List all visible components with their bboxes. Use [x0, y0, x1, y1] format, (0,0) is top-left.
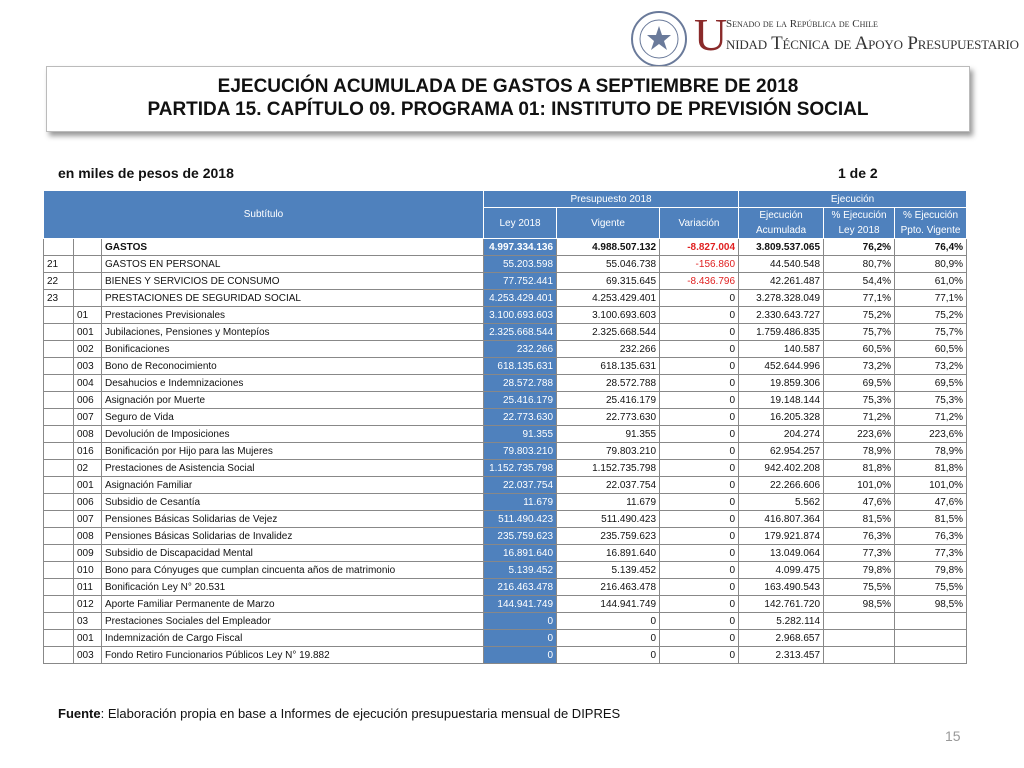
- cell-ejecucion: 5.562: [739, 494, 824, 511]
- cell-variacion: 0: [660, 341, 739, 358]
- cell-vigente: 4.253.429.401: [557, 290, 660, 307]
- table-row: [44, 545, 967, 562]
- cell-subtitulo: [44, 494, 74, 511]
- header-pct-vigente: % Ejecución Ppto. Vigente: [895, 208, 967, 239]
- cell-ejecucion: 1.759.486.835: [739, 324, 824, 341]
- cell-pct-vigente: 98,5%: [895, 596, 967, 613]
- cell-ejecucion: 3.278.328.049: [739, 290, 824, 307]
- cell-item: 008: [74, 528, 102, 545]
- cell-description: Bonificación Ley N° 20.531: [102, 579, 484, 596]
- cell-pct-vigente: 79,8%: [895, 562, 967, 579]
- logo-big-letter: U: [694, 9, 728, 60]
- cell-ejecucion: 140.587: [739, 341, 824, 358]
- cell-description: Aporte Familiar Permanente de Marzo: [102, 596, 484, 613]
- title-line-2: PARTIDA 15. CAPÍTULO 09. PROGRAMA 01: INSTITUTO DE PREVISIÓN SOCIAL: [147, 99, 869, 120]
- cell-variacion: 0: [660, 562, 739, 579]
- cell-subtitulo: [44, 511, 74, 528]
- cell-pct-vigente: 80,9%: [895, 256, 967, 273]
- cell-variacion: 0: [660, 545, 739, 562]
- source-note: Fuente: Elaboración propia en base a Informes de ejecución presupuestaria mensual de DIPRES: [58, 706, 621, 721]
- cell-description: Asignación Familiar: [102, 477, 484, 494]
- cell-ley: 3.100.693.603: [484, 307, 557, 324]
- cell-item: 001: [74, 324, 102, 341]
- cell-pct-ley: 79,8%: [824, 562, 895, 579]
- cell-pct-ley: 75,2%: [824, 307, 895, 324]
- table-row: [44, 375, 967, 392]
- cell-ejecucion: 2.313.457: [739, 647, 824, 664]
- cell-item: 006: [74, 392, 102, 409]
- cell-vigente: 55.046.738: [557, 256, 660, 273]
- cell-ley: 28.572.788: [484, 375, 557, 392]
- cell-description: Pensiones Básicas Solidarias de Vejez: [102, 511, 484, 528]
- cell-pct-vigente: 81,5%: [895, 511, 967, 528]
- cell-item: 003: [74, 358, 102, 375]
- cell-description: Bonificaciones: [102, 341, 484, 358]
- cell-pct-ley: [824, 647, 895, 664]
- table-row: [44, 409, 967, 426]
- cell-ejecucion: 942.402.208: [739, 460, 824, 477]
- cell-description: GASTOS: [102, 239, 484, 256]
- header-pct-ley: % Ejecución Ley 2018: [824, 208, 895, 239]
- cell-pct-ley: 76,2%: [824, 239, 895, 256]
- cell-description: Bonificación por Hijo para las Mujeres: [102, 443, 484, 460]
- header-subtitulo: Subtítulo: [44, 191, 484, 239]
- title-box: [46, 66, 970, 132]
- cell-item: 01: [74, 307, 102, 324]
- cell-pct-ley: 69,5%: [824, 375, 895, 392]
- cell-vigente: 1.152.735.798: [557, 460, 660, 477]
- cell-ley: 22.037.754: [484, 477, 557, 494]
- cell-description: Subsidio de Discapacidad Mental: [102, 545, 484, 562]
- budget-table: [43, 190, 967, 664]
- cell-variacion: 0: [660, 358, 739, 375]
- cell-description: Fondo Retiro Funcionarios Públicos Ley N° 19.882: [102, 647, 484, 664]
- cell-pct-vigente: 75,7%: [895, 324, 967, 341]
- table-row: [44, 324, 967, 341]
- cell-description: PRESTACIONES DE SEGURIDAD SOCIAL: [102, 290, 484, 307]
- units-label: en miles de pesos de 2018: [58, 165, 234, 181]
- cell-pct-ley: 60,5%: [824, 341, 895, 358]
- cell-ley: 216.463.478: [484, 579, 557, 596]
- cell-ley: 144.941.749: [484, 596, 557, 613]
- table-row: [44, 239, 967, 256]
- cell-ley: 79.803.210: [484, 443, 557, 460]
- cell-subtitulo: 22: [44, 273, 74, 290]
- cell-variacion: 0: [660, 307, 739, 324]
- page-indicator: 1 de 2: [838, 165, 878, 181]
- cell-ley: 91.355: [484, 426, 557, 443]
- cell-item: 009: [74, 545, 102, 562]
- cell-description: Asignación por Muerte: [102, 392, 484, 409]
- cell-variacion: 0: [660, 613, 739, 630]
- table-row: [44, 256, 967, 273]
- cell-vigente: 5.139.452: [557, 562, 660, 579]
- table-row: [44, 307, 967, 324]
- cell-variacion: 0: [660, 647, 739, 664]
- cell-pct-ley: 77,1%: [824, 290, 895, 307]
- cell-pct-ley: 81,5%: [824, 511, 895, 528]
- cell-pct-vigente: [895, 647, 967, 664]
- cell-pct-vigente: 76,4%: [895, 239, 967, 256]
- cell-pct-ley: 101,0%: [824, 477, 895, 494]
- table-row: [44, 528, 967, 545]
- header-ley: Ley 2018: [484, 208, 557, 239]
- cell-pct-vigente: 69,5%: [895, 375, 967, 392]
- cell-ejecucion: 142.761.720: [739, 596, 824, 613]
- table-row: [44, 647, 967, 664]
- cell-ejecucion: 42.261.487: [739, 273, 824, 290]
- cell-vigente: 69.315.645: [557, 273, 660, 290]
- cell-ley: 55.203.598: [484, 256, 557, 273]
- cell-variacion: 0: [660, 392, 739, 409]
- header-presupuesto: Presupuesto 2018: [484, 191, 739, 208]
- cell-ley: 232.266: [484, 341, 557, 358]
- cell-variacion: 0: [660, 409, 739, 426]
- table-row: [44, 443, 967, 460]
- cell-subtitulo: [44, 341, 74, 358]
- cell-subtitulo: 21: [44, 256, 74, 273]
- logo-line-2: nidad Técnica de Apoyo Presupuestario: [726, 33, 1019, 54]
- cell-pct-ley: 80,7%: [824, 256, 895, 273]
- cell-vigente: 511.490.423: [557, 511, 660, 528]
- cell-description: Prestaciones Sociales del Empleador: [102, 613, 484, 630]
- cell-pct-ley: 54,4%: [824, 273, 895, 290]
- cell-description: Devolución de Imposiciones: [102, 426, 484, 443]
- cell-subtitulo: [44, 596, 74, 613]
- cell-variacion: 0: [660, 596, 739, 613]
- cell-vigente: 28.572.788: [557, 375, 660, 392]
- cell-item: 012: [74, 596, 102, 613]
- header-vigente: Vigente: [557, 208, 660, 239]
- cell-ejecucion: 179.921.874: [739, 528, 824, 545]
- cell-ley: 16.891.640: [484, 545, 557, 562]
- cell-ley: 5.139.452: [484, 562, 557, 579]
- cell-pct-ley: [824, 630, 895, 647]
- cell-subtitulo: [44, 239, 74, 256]
- table-row: [44, 358, 967, 375]
- cell-ley: 235.759.623: [484, 528, 557, 545]
- cell-vigente: 25.416.179: [557, 392, 660, 409]
- cell-pct-ley: 75,3%: [824, 392, 895, 409]
- cell-item: 03: [74, 613, 102, 630]
- cell-pct-vigente: 223,6%: [895, 426, 967, 443]
- cell-description: Bono para Cónyuges que cumplan cincuenta años de matrimonio: [102, 562, 484, 579]
- cell-item: 001: [74, 630, 102, 647]
- cell-subtitulo: [44, 477, 74, 494]
- cell-subtitulo: [44, 307, 74, 324]
- table-row: [44, 494, 967, 511]
- table-row: [44, 630, 967, 647]
- cell-variacion: 0: [660, 375, 739, 392]
- cell-vigente: 0: [557, 630, 660, 647]
- cell-pct-ley: 71,2%: [824, 409, 895, 426]
- cell-ejecucion: 2.968.657: [739, 630, 824, 647]
- cell-item: 006: [74, 494, 102, 511]
- cell-subtitulo: [44, 579, 74, 596]
- cell-item: 008: [74, 426, 102, 443]
- cell-ley: 0: [484, 613, 557, 630]
- cell-ejecucion: 2.330.643.727: [739, 307, 824, 324]
- cell-description: BIENES Y SERVICIOS DE CONSUMO: [102, 273, 484, 290]
- cell-subtitulo: [44, 324, 74, 341]
- cell-pct-ley: 47,6%: [824, 494, 895, 511]
- cell-vigente: 11.679: [557, 494, 660, 511]
- cell-ejecucion: 204.274: [739, 426, 824, 443]
- cell-ley: 0: [484, 647, 557, 664]
- table-row: [44, 596, 967, 613]
- cell-variacion: 0: [660, 443, 739, 460]
- cell-item: 007: [74, 409, 102, 426]
- senate-seal-icon: [630, 10, 688, 68]
- cell-pct-vigente: 71,2%: [895, 409, 967, 426]
- cell-variacion: -8.436.796: [660, 273, 739, 290]
- cell-pct-ley: 78,9%: [824, 443, 895, 460]
- cell-vigente: 2.325.668.544: [557, 324, 660, 341]
- cell-variacion: 0: [660, 579, 739, 596]
- table-row: [44, 613, 967, 630]
- cell-item: [74, 290, 102, 307]
- cell-pct-ley: 75,5%: [824, 579, 895, 596]
- table-row: [44, 511, 967, 528]
- cell-vigente: 4.988.507.132: [557, 239, 660, 256]
- table-row: [44, 562, 967, 579]
- cell-description: Subsidio de Cesantía: [102, 494, 484, 511]
- cell-ejecucion: 4.099.475: [739, 562, 824, 579]
- cell-description: Jubilaciones, Pensiones y Montepíos: [102, 324, 484, 341]
- cell-pct-vigente: [895, 613, 967, 630]
- cell-vigente: 0: [557, 647, 660, 664]
- cell-pct-ley: 77,3%: [824, 545, 895, 562]
- cell-ejecucion: 62.954.257: [739, 443, 824, 460]
- cell-ley: 0: [484, 630, 557, 647]
- header-ejecucion-acumulada: Ejecución Acumulada: [739, 208, 824, 239]
- cell-variacion: -8.827.004: [660, 239, 739, 256]
- cell-item: 002: [74, 341, 102, 358]
- cell-vigente: 16.891.640: [557, 545, 660, 562]
- cell-subtitulo: [44, 630, 74, 647]
- cell-subtitulo: [44, 426, 74, 443]
- cell-ley: 25.416.179: [484, 392, 557, 409]
- cell-ley: 4.253.429.401: [484, 290, 557, 307]
- cell-description: Bono de Reconocimiento: [102, 358, 484, 375]
- cell-item: 010: [74, 562, 102, 579]
- cell-pct-ley: 73,2%: [824, 358, 895, 375]
- cell-item: 011: [74, 579, 102, 596]
- cell-description: Indemnización de Cargo Fiscal: [102, 630, 484, 647]
- cell-variacion: 0: [660, 630, 739, 647]
- cell-pct-vigente: 47,6%: [895, 494, 967, 511]
- cell-ley: 1.152.735.798: [484, 460, 557, 477]
- cell-vigente: 235.759.623: [557, 528, 660, 545]
- table-row: [44, 579, 967, 596]
- cell-item: 004: [74, 375, 102, 392]
- cell-vigente: 232.266: [557, 341, 660, 358]
- cell-item: [74, 256, 102, 273]
- cell-ejecucion: 416.807.364: [739, 511, 824, 528]
- cell-subtitulo: [44, 443, 74, 460]
- cell-ley: 511.490.423: [484, 511, 557, 528]
- header-variacion: Variación: [660, 208, 739, 239]
- cell-vigente: 3.100.693.603: [557, 307, 660, 324]
- cell-ejecucion: 22.266.606: [739, 477, 824, 494]
- cell-pct-vigente: 76,3%: [895, 528, 967, 545]
- logo-line-1: Senado de la República de Chile: [726, 18, 878, 30]
- cell-ley: 4.997.334.136: [484, 239, 557, 256]
- table-row: [44, 341, 967, 358]
- cell-pct-vigente: 81,8%: [895, 460, 967, 477]
- cell-variacion: 0: [660, 511, 739, 528]
- cell-ejecucion: 44.540.548: [739, 256, 824, 273]
- cell-item: 016: [74, 443, 102, 460]
- cell-pct-vigente: [895, 630, 967, 647]
- cell-subtitulo: [44, 545, 74, 562]
- cell-ejecucion: 19.859.306: [739, 375, 824, 392]
- cell-subtitulo: [44, 392, 74, 409]
- cell-pct-vigente: 77,3%: [895, 545, 967, 562]
- cell-ley: 618.135.631: [484, 358, 557, 375]
- cell-item: 003: [74, 647, 102, 664]
- cell-pct-ley: 75,7%: [824, 324, 895, 341]
- slide-number: 15: [945, 728, 961, 744]
- cell-pct-vigente: 78,9%: [895, 443, 967, 460]
- cell-ley: 77.752.441: [484, 273, 557, 290]
- cell-subtitulo: 23: [44, 290, 74, 307]
- cell-subtitulo: [44, 613, 74, 630]
- cell-vigente: 91.355: [557, 426, 660, 443]
- cell-ejecucion: 19.148.144: [739, 392, 824, 409]
- cell-variacion: -156.860: [660, 256, 739, 273]
- cell-vigente: 79.803.210: [557, 443, 660, 460]
- cell-item: [74, 239, 102, 256]
- cell-ejecucion: 13.049.064: [739, 545, 824, 562]
- cell-vigente: 0: [557, 613, 660, 630]
- cell-pct-vigente: 101,0%: [895, 477, 967, 494]
- cell-description: Prestaciones de Asistencia Social: [102, 460, 484, 477]
- cell-item: [74, 273, 102, 290]
- cell-subtitulo: [44, 528, 74, 545]
- cell-pct-vigente: 75,3%: [895, 392, 967, 409]
- header-ejecucion: Ejecución: [739, 191, 967, 208]
- cell-subtitulo: [44, 409, 74, 426]
- cell-subtitulo: [44, 358, 74, 375]
- cell-description: Desahucios e Indemnizaciones: [102, 375, 484, 392]
- table-row: [44, 460, 967, 477]
- cell-subtitulo: [44, 375, 74, 392]
- cell-description: GASTOS EN PERSONAL: [102, 256, 484, 273]
- cell-variacion: 0: [660, 290, 739, 307]
- cell-ejecucion: 5.282.114: [739, 613, 824, 630]
- cell-pct-ley: 223,6%: [824, 426, 895, 443]
- cell-variacion: 0: [660, 460, 739, 477]
- cell-item: 007: [74, 511, 102, 528]
- cell-pct-vigente: 73,2%: [895, 358, 967, 375]
- title-line-1: EJECUCIÓN ACUMULADA DE GASTOS A SEPTIEMBRE DE 2018: [217, 76, 799, 97]
- cell-vigente: 618.135.631: [557, 358, 660, 375]
- table-row: [44, 477, 967, 494]
- table-row: [44, 392, 967, 409]
- cell-ejecucion: 452.644.996: [739, 358, 824, 375]
- cell-variacion: 0: [660, 477, 739, 494]
- cell-vigente: 216.463.478: [557, 579, 660, 596]
- cell-ejecucion: 163.490.543: [739, 579, 824, 596]
- cell-pct-vigente: 61,0%: [895, 273, 967, 290]
- cell-pct-vigente: 75,5%: [895, 579, 967, 596]
- cell-ejecucion: 16.205.328: [739, 409, 824, 426]
- cell-pct-ley: 81,8%: [824, 460, 895, 477]
- cell-ejecucion: 3.809.537.065: [739, 239, 824, 256]
- cell-vigente: 22.037.754: [557, 477, 660, 494]
- cell-vigente: 144.941.749: [557, 596, 660, 613]
- cell-variacion: 0: [660, 494, 739, 511]
- cell-vigente: 22.773.630: [557, 409, 660, 426]
- cell-item: 001: [74, 477, 102, 494]
- cell-item: 02: [74, 460, 102, 477]
- table-row: [44, 426, 967, 443]
- cell-subtitulo: [44, 647, 74, 664]
- senate-logo: [630, 10, 1020, 60]
- cell-pct-ley: 76,3%: [824, 528, 895, 545]
- cell-description: Pensiones Básicas Solidarias de Invalidez: [102, 528, 484, 545]
- cell-subtitulo: [44, 460, 74, 477]
- table-row: [44, 273, 967, 290]
- cell-ley: 2.325.668.544: [484, 324, 557, 341]
- cell-pct-ley: [824, 613, 895, 630]
- cell-variacion: 0: [660, 426, 739, 443]
- cell-pct-ley: 98,5%: [824, 596, 895, 613]
- cell-variacion: 0: [660, 324, 739, 341]
- cell-pct-vigente: 60,5%: [895, 341, 967, 358]
- cell-variacion: 0: [660, 528, 739, 545]
- cell-pct-vigente: 75,2%: [895, 307, 967, 324]
- table-row: [44, 290, 967, 307]
- cell-description: Seguro de Vida: [102, 409, 484, 426]
- cell-pct-vigente: 77,1%: [895, 290, 967, 307]
- cell-description: Prestaciones Previsionales: [102, 307, 484, 324]
- cell-ley: 11.679: [484, 494, 557, 511]
- cell-ley: 22.773.630: [484, 409, 557, 426]
- cell-subtitulo: [44, 562, 74, 579]
